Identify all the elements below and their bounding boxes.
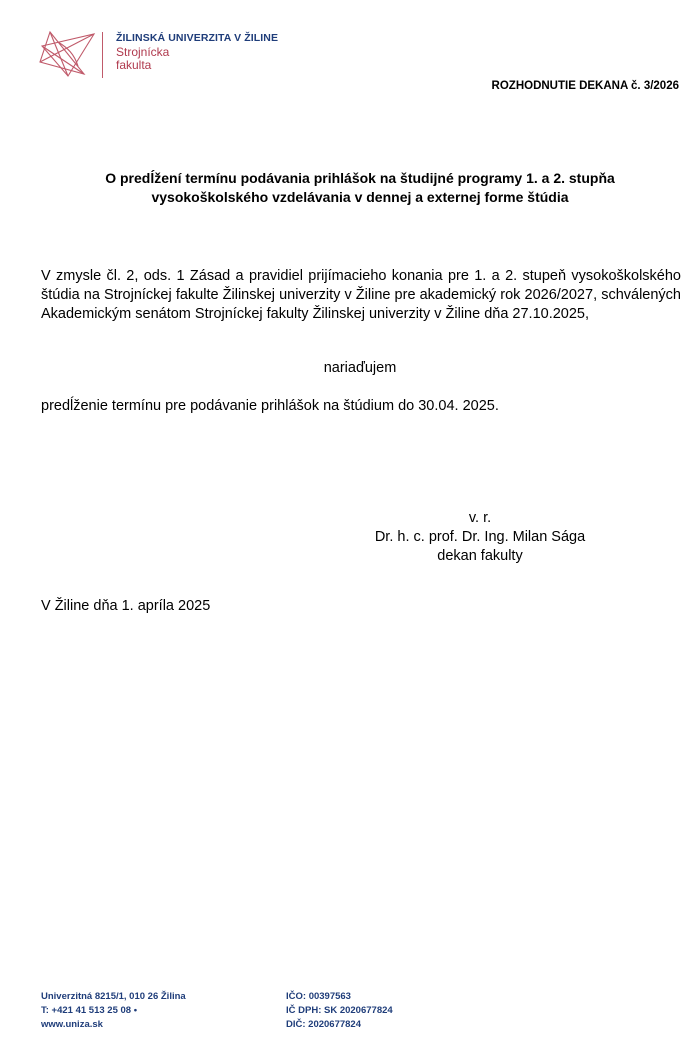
decision-text: predĺženie termínu pre podávanie prihlášok na štúdium do 30.04. 2025. <box>41 398 499 414</box>
footer-address: Univerzitná 8215/1, 010 26 Žilina <box>41 991 186 1002</box>
footer-ids <box>286 990 393 1032</box>
decision-number: ROZHODNUTIE DEKANA č. 3/2026 <box>491 80 679 92</box>
university-name: ŽILINSKÁ UNIVERZITA V ŽILINE <box>116 32 279 44</box>
footer-dic: DIČ: 2020677824 <box>286 1019 361 1030</box>
signature-vr: v. r. <box>468 510 492 526</box>
signature-name: Dr. h. c. prof. Dr. Ing. Milan Sága <box>374 529 586 545</box>
footer-phone: T: +421 41 513 25 08 • <box>41 1005 138 1016</box>
university-star-logo-icon <box>38 28 98 80</box>
faculty-name-line1: Strojnícka <box>116 45 170 59</box>
document-title <box>40 169 680 207</box>
place-date: V Žiline dňa 1. apríla 2025 <box>41 598 211 614</box>
preamble-paragraph: V zmysle čl. 2, ods. 1 Zásad a pravidiel prijímacieho konania pre 1. a 2. stupeň vysokoškolského štúdia na Strojníckej fakulte Žilinskej univerzity v Žiline pre akademický rok 2026/2027, schválených Akademickým senátom Strojníckej fakulty Žilinskej univerzity v Žiline dňa 27.10.2025, <box>41 268 681 322</box>
footer-web-link[interactable]: www.uniza.sk <box>41 1019 103 1030</box>
footer-contact <box>41 990 186 1032</box>
title-line2: vysokoškolského vzdelávania v dennej a externej forme štúdia <box>151 189 569 205</box>
signature-block <box>330 509 630 566</box>
faculty-name-line2: fakulta <box>116 58 152 72</box>
title-line1: O predĺžení termínu podávania prihlášok na študijné programy 1. a 2. stupňa <box>105 170 615 186</box>
footer-ic-dph: IČ DPH: SK 2020677824 <box>286 1005 393 1016</box>
signature-role: dekan fakulty <box>437 548 523 564</box>
order-statement: nariaďujem <box>323 360 397 376</box>
faculty-name <box>116 46 236 72</box>
logo-divider <box>102 32 103 78</box>
footer-ico: IČO: 00397563 <box>286 991 351 1002</box>
